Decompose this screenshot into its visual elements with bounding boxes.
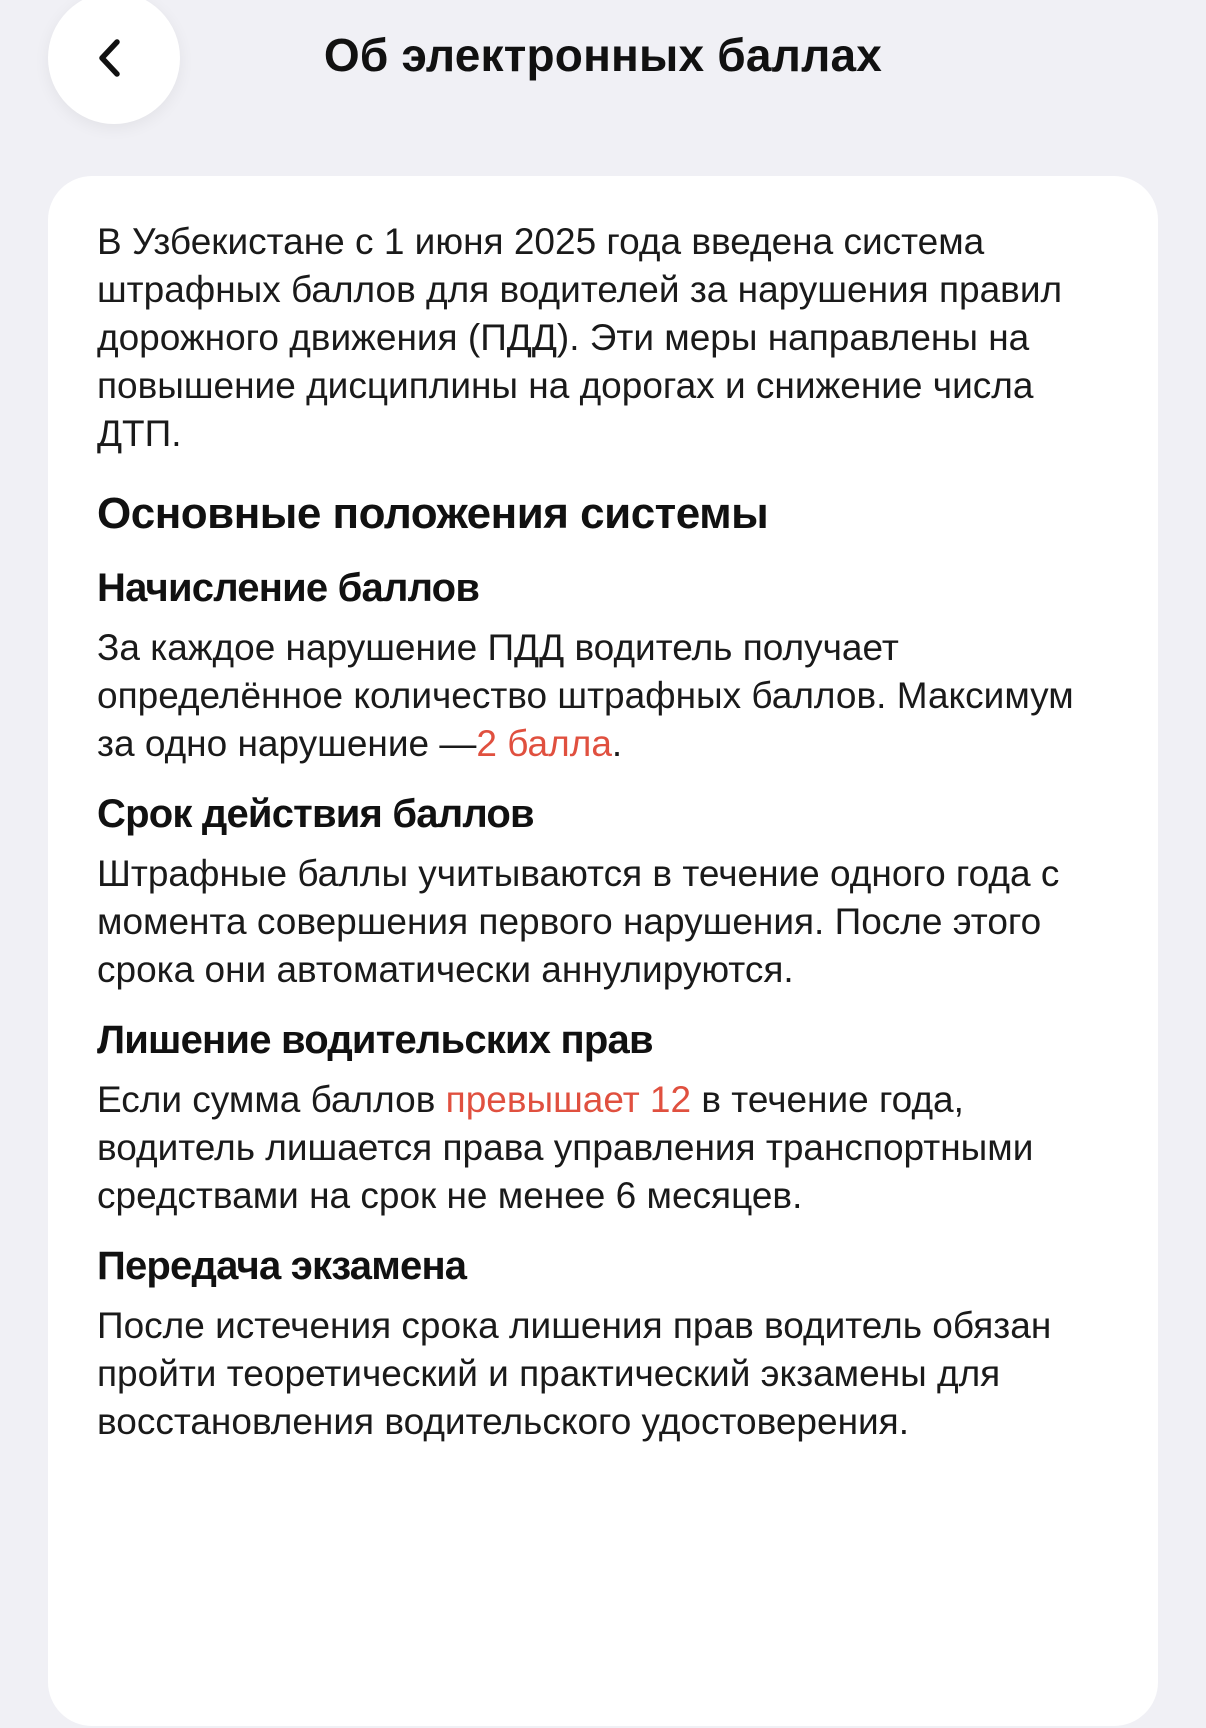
block-text-part: За каждое нарушение ПДД водитель получает определённое количество штрафных баллов. Максимум за одно нарушение —: [97, 627, 1074, 764]
block-text-part: в течение года, водитель лишается права управления транспортными средствами на срок не менее 6 месяцев.: [97, 1079, 1034, 1216]
block-exam-retake: [97, 1240, 1110, 1446]
block-license-revocation: [97, 1014, 1110, 1220]
block-text: [97, 624, 1110, 768]
block-text: После истечения срока лишения прав водитель обязан пройти теоретический и практический экзамены для восстановления водительского удостоверения.: [97, 1305, 1052, 1442]
block-title: Срок действия баллов: [97, 792, 534, 836]
block-text: Штрафные баллы учитываются в течение одного года с момента совершения первого нарушения. После этого срока они автоматически аннулируются.: [97, 853, 1060, 990]
block-title: Передача экзамена: [97, 1244, 467, 1288]
block-title: Лишение водительских прав: [97, 1018, 653, 1062]
block-points-accrual: [97, 562, 1110, 768]
highlight-text: превышает 12: [445, 1079, 692, 1120]
block-points-validity: [97, 788, 1110, 994]
block-text: [97, 1076, 1110, 1220]
content-card: [48, 176, 1158, 1726]
block-title: Начисление баллов: [97, 566, 480, 610]
section-title: Основные положения системы: [97, 489, 769, 538]
top-bar: [0, 0, 1206, 130]
page-title: Об электронных баллах: [323, 29, 883, 81]
block-text-part: .: [611, 723, 623, 764]
intro-paragraph: В Узбекистане с 1 июня 2025 года введена система штрафных баллов для водителей за нарушения правил дорожного движения (ПДД). Эти меры направлены на повышение дисциплины на дорогах и снижение числа ДТП.: [97, 221, 1063, 454]
block-text-part: Если сумма баллов: [97, 1079, 436, 1120]
highlight-text: 2 балла: [476, 723, 612, 764]
